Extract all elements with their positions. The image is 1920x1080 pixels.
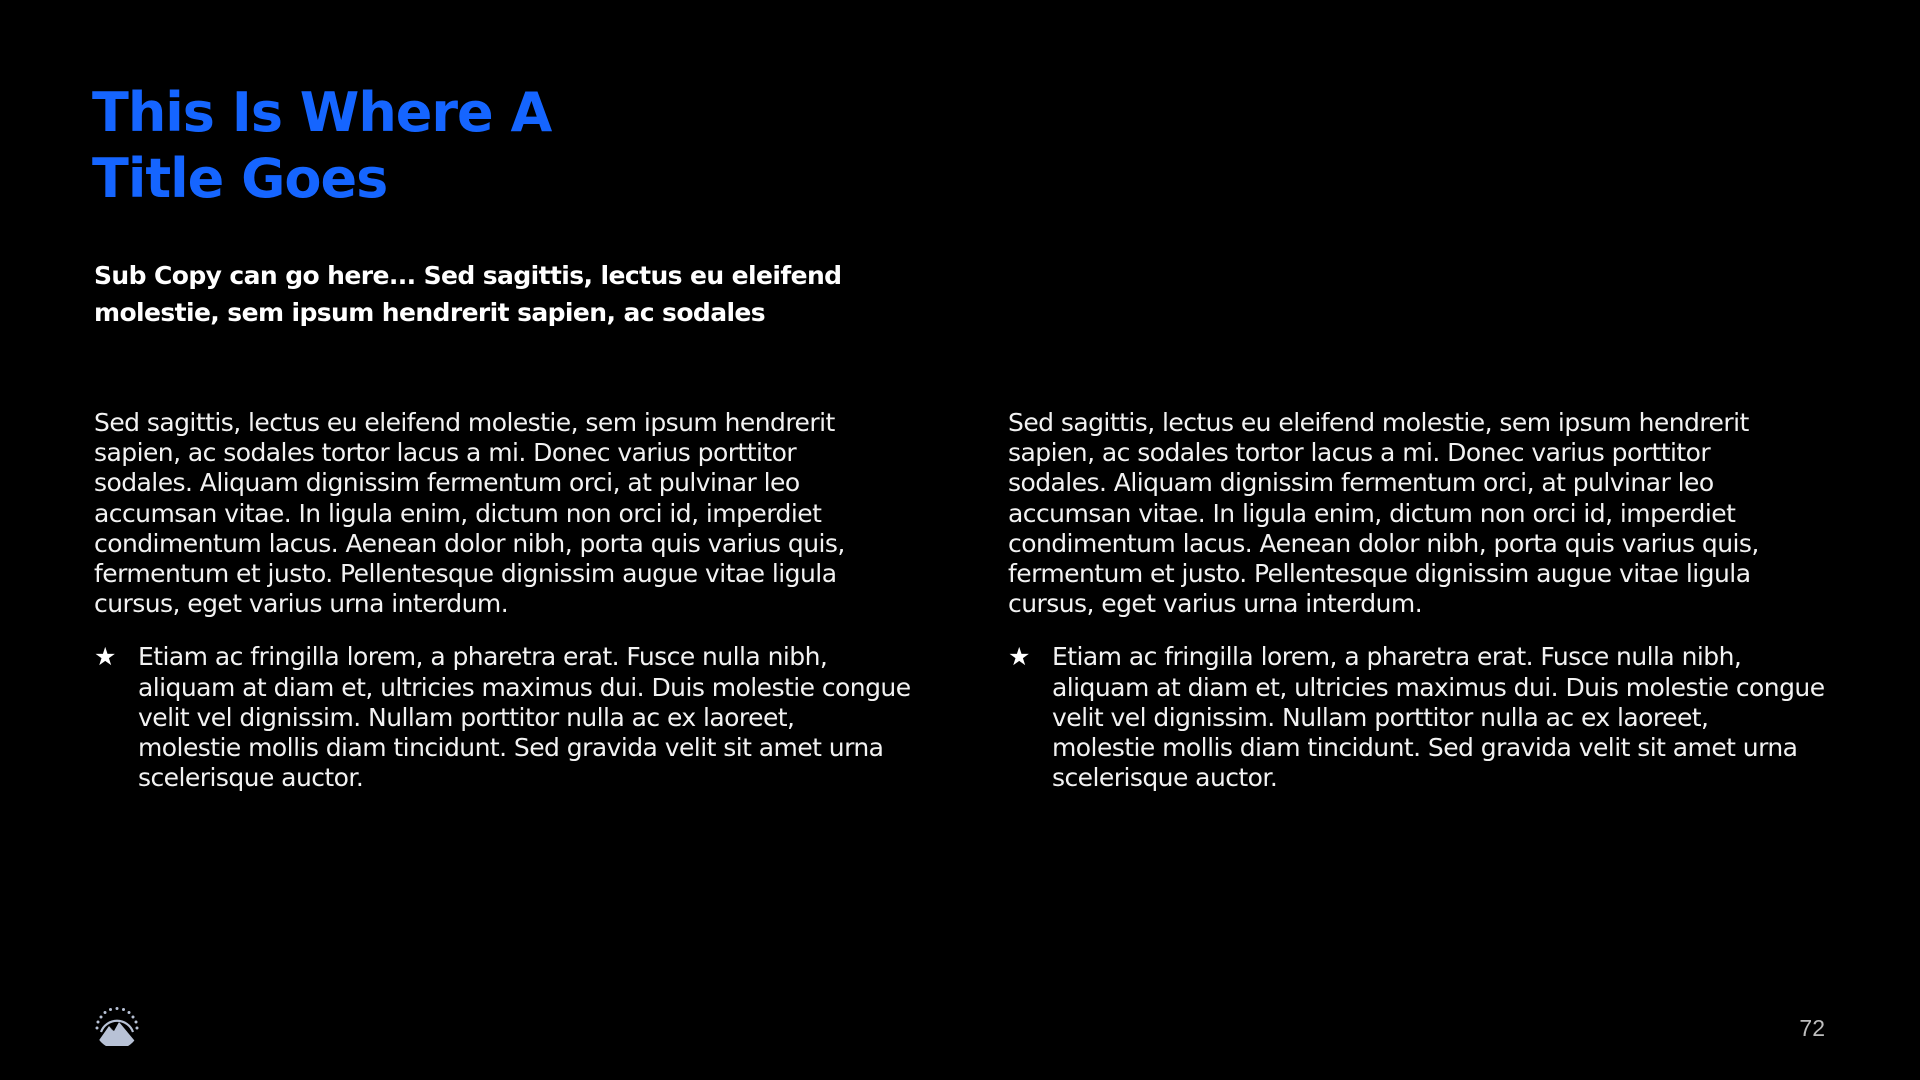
bullet-text: [138, 642, 954, 793]
paragraph-line: condimentum lacus. Aenean dolor nibh, porta quis varius quis,: [1008, 528, 1759, 558]
slide-subcopy: [94, 257, 854, 331]
bullet-line: velit vel dignissim. Nullam porttitor nulla ac ex laoreet,: [1052, 702, 1709, 732]
subcopy-line-1: Sub Copy can go here... Sed sagittis, lectus eu eleifend: [94, 261, 842, 290]
bullet-line: scelerisque auctor.: [138, 763, 364, 793]
paragraph-line: fermentum et justo. Pellentesque dignissim augue vitae ligula: [94, 559, 837, 589]
slide-title: [92, 80, 551, 212]
slide-title-line-2: Title Goes: [92, 147, 388, 210]
subcopy-line-2: molestie, sem ipsum hendrerit sapien, ac sodales: [94, 298, 766, 327]
bullet-line: Etiam ac fringilla lorem, a pharetra erat. Fusce nulla nibh,: [138, 642, 828, 672]
paragraph-line: fermentum et justo. Pellentesque dignissim augue vitae ligula: [1008, 559, 1751, 589]
body-paragraph: [94, 408, 954, 619]
paragraph-line: accumsan vitae. In ligula enim, dictum non orci id, imperdiet: [1008, 498, 1736, 528]
paragraph-line: sapien, ac sodales tortor lacus a mi. Donec varius porttitor: [94, 438, 797, 468]
paragraph-line: sodales. Aliquam dignissim fermentum orci, at pulvinar leo: [1008, 468, 1714, 498]
paragraph-line: sodales. Aliquam dignissim fermentum orci, at pulvinar leo: [94, 468, 800, 498]
slide-title-line-1: This Is Where A: [92, 81, 552, 144]
paragraph-line: accumsan vitae. In ligula enim, dictum non orci id, imperdiet: [94, 498, 822, 528]
mountain-star-arc-logo-icon: [92, 1004, 142, 1046]
star-bullet-icon: ★: [94, 642, 117, 672]
bullet-line: velit vel dignissim. Nullam porttitor nulla ac ex laoreet,: [138, 702, 795, 732]
bullet-line: molestie mollis diam tincidunt. Sed gravida velit sit amet urna: [1052, 733, 1798, 763]
text-column-left: [94, 408, 954, 793]
bullet-item: [1008, 642, 1868, 793]
paragraph-line: cursus, eget varius urna interdum.: [94, 589, 509, 619]
bullet-line: molestie mollis diam tincidunt. Sed gravida velit sit amet urna: [138, 733, 884, 763]
star-bullet-icon: ★: [1008, 642, 1031, 672]
page-number: 72: [1799, 1015, 1825, 1041]
bullet-line: Etiam ac fringilla lorem, a pharetra erat. Fusce nulla nibh,: [1052, 642, 1742, 672]
paragraph-line: cursus, eget varius urna interdum.: [1008, 589, 1423, 619]
bullet-line: aliquam at diam et, ultricies maximus dui. Duis molestie congue: [138, 672, 911, 702]
bullet-line: scelerisque auctor.: [1052, 763, 1278, 793]
bullet-text: [1052, 642, 1868, 793]
text-column-right: [1008, 408, 1868, 793]
bullet-item: [94, 642, 954, 793]
body-paragraph: [1008, 408, 1868, 619]
paragraph-line: condimentum lacus. Aenean dolor nibh, porta quis varius quis,: [94, 528, 845, 558]
bullet-line: aliquam at diam et, ultricies maximus dui. Duis molestie congue: [1052, 672, 1825, 702]
paragraph-line: sapien, ac sodales tortor lacus a mi. Donec varius porttitor: [1008, 438, 1711, 468]
paragraph-line: Sed sagittis, lectus eu eleifend molestie, sem ipsum hendrerit: [1008, 408, 1749, 437]
paragraph-line: Sed sagittis, lectus eu eleifend molestie, sem ipsum hendrerit: [94, 408, 835, 437]
